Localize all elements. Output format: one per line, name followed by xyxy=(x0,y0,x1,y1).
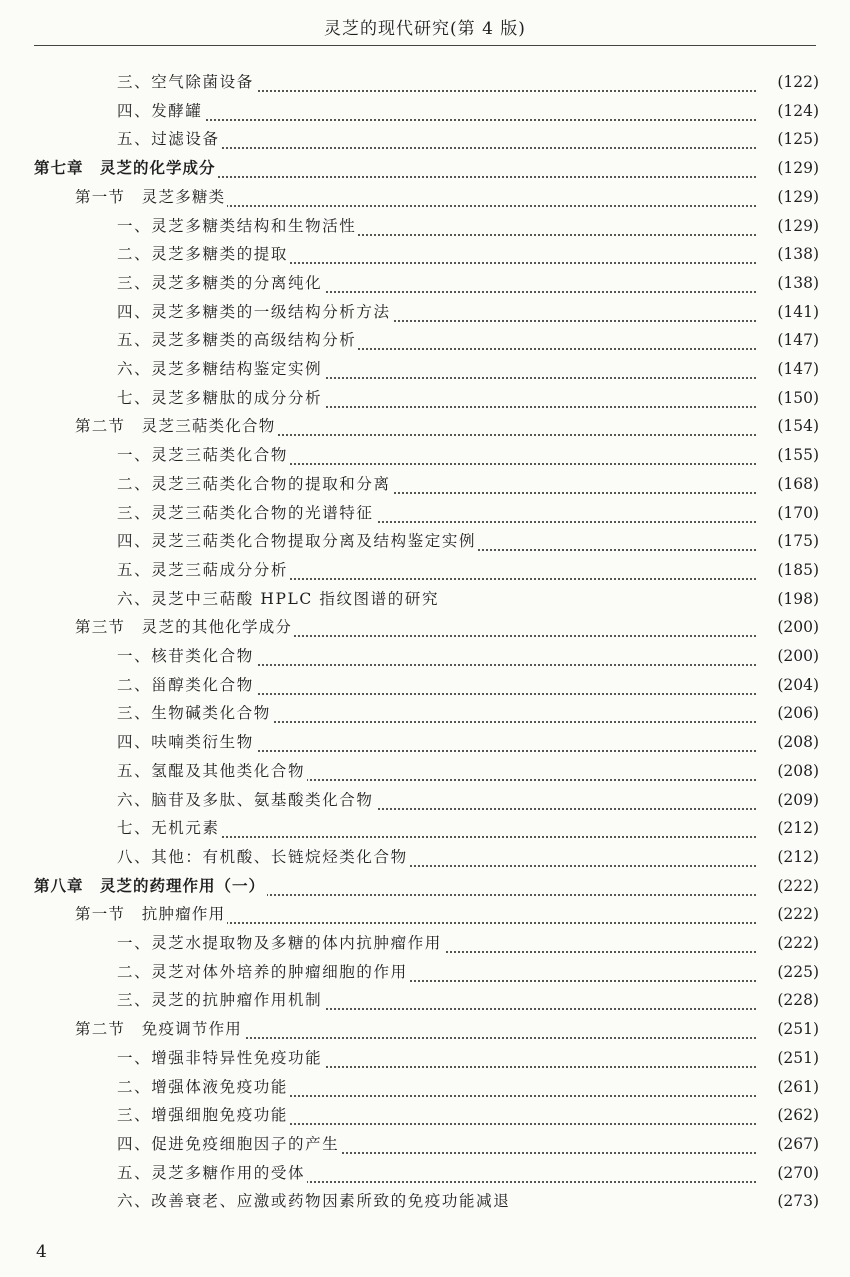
toc-page-number: (198) xyxy=(757,586,819,612)
toc-entry-title: 一、灵芝三萜类化合物 xyxy=(117,442,290,468)
toc-item-row xyxy=(0,327,850,353)
toc-entry-title: 第三节 灵芝的其他化学成分 xyxy=(75,614,294,640)
toc-page-number: (270) xyxy=(757,1160,819,1186)
toc-page-number: (208) xyxy=(757,758,819,784)
toc-entry-title: 四、呋喃类衍生物 xyxy=(117,729,256,755)
toc-page-number: (122) xyxy=(757,69,819,95)
page-number: 4 xyxy=(36,1242,47,1262)
toc-page-number: (141) xyxy=(757,299,819,325)
toc-entry-title: 四、灵芝三萜类化合物提取分离及结构鉴定实例 xyxy=(117,528,478,554)
toc-item-row xyxy=(0,787,850,813)
toc-page-number: (170) xyxy=(757,500,819,526)
toc-item-row xyxy=(0,270,850,296)
toc-entry-title: 五、灵芝三萜成分分析 xyxy=(117,557,290,583)
toc-entry-title: 六、灵芝中三萜酸 HPLC 指纹图谱的研究 xyxy=(117,586,441,612)
toc-item-row xyxy=(0,356,850,382)
toc-entry-title: 五、氢醌及其他类化合物 xyxy=(117,758,307,784)
toc-entry-title: 第一节 抗肿瘤作用 xyxy=(75,901,227,927)
toc-section-row xyxy=(0,901,850,927)
toc-page-number: (200) xyxy=(757,643,819,669)
toc-chapter-row xyxy=(0,873,850,899)
toc-page-number: (204) xyxy=(757,672,819,698)
toc-entry-title: 七、无机元素 xyxy=(117,815,222,841)
toc-entry-title: 七、灵芝多糖肽的成分分析 xyxy=(117,385,324,411)
toc-entry-title: 一、灵芝多糖类结构和生物活性 xyxy=(117,213,358,239)
toc-item-row xyxy=(0,700,850,726)
toc-item-row xyxy=(0,729,850,755)
toc-page-number: (267) xyxy=(757,1131,819,1157)
toc-page-number: (129) xyxy=(757,155,819,181)
toc-entry-title: 四、促进免疫细胞因子的产生 xyxy=(117,1131,341,1157)
toc-item-row xyxy=(0,815,850,841)
toc-item-row xyxy=(0,98,850,124)
header-divider xyxy=(34,45,816,46)
toc-entry-title: 三、灵芝三萜类化合物的光谱特征 xyxy=(117,500,376,526)
toc-entry-title: 五、灵芝多糖类的高级结构分析 xyxy=(117,327,358,353)
toc-page-number: (222) xyxy=(757,901,819,927)
toc-page-number: (209) xyxy=(757,787,819,813)
toc-entry-title: 第二节 灵芝三萜类化合物 xyxy=(75,413,277,439)
dot-leader xyxy=(121,103,784,121)
toc-entry-title: 第七章 灵芝的化学成分 xyxy=(34,155,218,181)
toc-page-number: (200) xyxy=(757,614,819,640)
toc-page-number: (154) xyxy=(757,413,819,439)
toc-entry-title: 五、灵芝多糖作用的受体 xyxy=(117,1160,307,1186)
toc-item-row xyxy=(0,930,850,956)
toc-entry-title: 六、灵芝多糖结构鉴定实例 xyxy=(117,356,324,382)
toc-entry-title: 三、生物碱类化合物 xyxy=(117,700,273,726)
toc-entry-title: 第八章 灵芝的药理作用（一） xyxy=(34,873,267,899)
toc-page-number: (185) xyxy=(757,557,819,583)
toc-page-number: (138) xyxy=(757,241,819,267)
toc-item-row xyxy=(0,672,850,698)
toc-entry-title: 一、灵芝水提取物及多糖的体内抗肿瘤作用 xyxy=(117,930,444,956)
toc-page-number: (222) xyxy=(757,930,819,956)
toc-page-number: (168) xyxy=(757,471,819,497)
toc-page-number: (129) xyxy=(757,213,819,239)
toc-page-number: (228) xyxy=(757,987,819,1013)
toc-page-number: (208) xyxy=(757,729,819,755)
toc-page-number: (147) xyxy=(757,356,819,382)
toc-entry-title: 八、其他：有机酸、长链烷烃类化合物 xyxy=(117,844,410,870)
toc-section-row xyxy=(0,1016,850,1042)
toc-item-row xyxy=(0,959,850,985)
toc-entry-title: 一、核苷类化合物 xyxy=(117,643,256,669)
toc-entry-title: 二、灵芝对体外培养的肿瘤细胞的作用 xyxy=(117,959,410,985)
toc-item-row xyxy=(0,213,850,239)
toc-item-row xyxy=(0,1160,850,1186)
toc-entry-title: 三、灵芝多糖类的分离纯化 xyxy=(117,270,324,296)
toc-page-number: (262) xyxy=(757,1102,819,1128)
toc-page-number: (124) xyxy=(757,98,819,124)
toc-page-number: (147) xyxy=(757,327,819,353)
toc-page-number: (212) xyxy=(757,815,819,841)
toc-page-number: (206) xyxy=(757,700,819,726)
toc-item-row xyxy=(0,643,850,669)
toc-section-row xyxy=(0,614,850,640)
toc-section-row xyxy=(0,413,850,439)
toc-page-number: (212) xyxy=(757,844,819,870)
toc-page-number: (175) xyxy=(757,528,819,554)
toc-item-row xyxy=(0,1131,850,1157)
toc-entry-title: 二、甾醇类化合物 xyxy=(117,672,256,698)
toc-entry-title: 四、发酵罐 xyxy=(117,98,205,124)
toc-page-number: (273) xyxy=(757,1188,819,1214)
toc-item-row xyxy=(0,299,850,325)
toc-item-row xyxy=(0,1045,850,1071)
toc-item-row xyxy=(0,385,850,411)
toc-item-row xyxy=(0,471,850,497)
toc-item-row xyxy=(0,987,850,1013)
toc-item-row xyxy=(0,442,850,468)
toc-item-row xyxy=(0,1188,850,1214)
toc-item-row xyxy=(0,758,850,784)
toc-item-row xyxy=(0,844,850,870)
toc-page-number: (155) xyxy=(757,442,819,468)
toc-page-number: (125) xyxy=(757,126,819,152)
toc-entry-title: 三、灵芝的抗肿瘤作用机制 xyxy=(117,987,324,1013)
toc-entry-title: 第一节 灵芝多糖类 xyxy=(75,184,227,210)
toc-chapter-row xyxy=(0,155,850,181)
toc-item-row xyxy=(0,1102,850,1128)
toc-entry-title: 二、灵芝多糖类的提取 xyxy=(117,241,290,267)
toc-page-number: (251) xyxy=(757,1016,819,1042)
toc-section-row xyxy=(0,184,850,210)
toc-page-number: (222) xyxy=(757,873,819,899)
toc-item-row xyxy=(0,500,850,526)
toc-item-row xyxy=(0,557,850,583)
toc-page-number: (129) xyxy=(757,184,819,210)
toc-entry-title: 五、过滤设备 xyxy=(117,126,222,152)
toc-page-number: (261) xyxy=(757,1074,819,1100)
toc-item-row xyxy=(0,528,850,554)
toc-item-row xyxy=(0,69,850,95)
toc-entry-title: 四、灵芝多糖类的一级结构分析方法 xyxy=(117,299,393,325)
toc-entry-title: 二、增强体液免疫功能 xyxy=(117,1074,290,1100)
toc-page-number: (225) xyxy=(757,959,819,985)
toc-page-number: (138) xyxy=(757,270,819,296)
toc-entry-title: 三、增强细胞免疫功能 xyxy=(117,1102,290,1128)
toc-page-number: (251) xyxy=(757,1045,819,1071)
toc-entry-title: 六、脑苷及多肽、氨基酸类化合物 xyxy=(117,787,376,813)
toc-entry-title: 第二节 免疫调节作用 xyxy=(75,1016,244,1042)
toc-entry-title: 六、改善衰老、应激或药物因素所致的免疫功能减退 xyxy=(117,1188,512,1214)
toc-page-number: (150) xyxy=(757,385,819,411)
toc-item-row xyxy=(0,1074,850,1100)
toc-entry-title: 二、灵芝三萜类化合物的提取和分离 xyxy=(117,471,393,497)
toc-item-row xyxy=(0,241,850,267)
toc-item-row xyxy=(0,126,850,152)
running-header: 灵芝的现代研究(第 4 版) xyxy=(324,19,526,39)
toc-entry-title: 一、增强非特异性免疫功能 xyxy=(117,1045,324,1071)
toc-item-row xyxy=(0,586,850,612)
toc-entry-title: 三、空气除菌设备 xyxy=(117,69,256,95)
